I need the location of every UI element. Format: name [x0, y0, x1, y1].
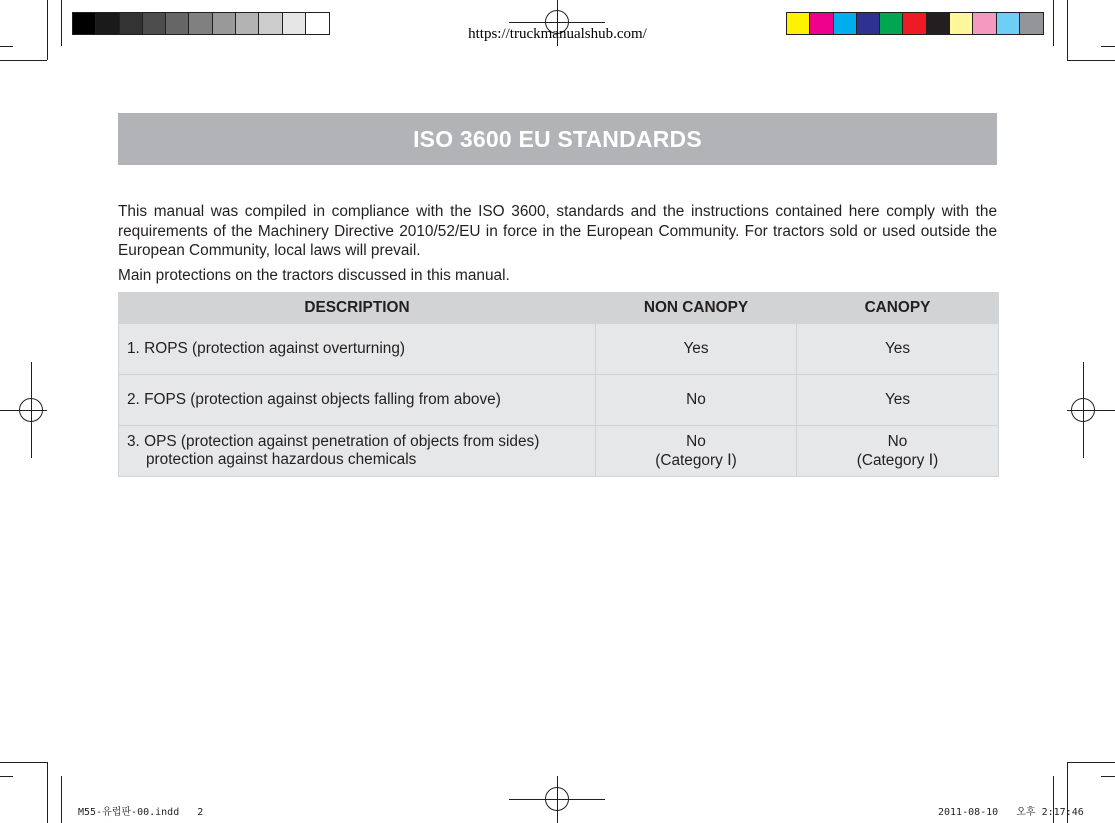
crop-mark [1067, 60, 1115, 61]
crop-mark [47, 762, 48, 823]
crop-mark [61, 776, 62, 823]
column-header-description: DESCRIPTION [119, 293, 596, 324]
column-header-non-canopy: NON CANOPY [596, 293, 797, 324]
protection-table [118, 292, 999, 477]
table-caption: Main protections on the tractors discussed in this manual. [118, 267, 510, 284]
intro-paragraph: This manual was compiled in compliance with the ISO 3600, standards and the instructions contained here comply with the requirements of the Machinery Directive 2010/52/EU in force in the European Community. For tractors sold or used outside the European Community, local laws will prevail. [118, 203, 997, 259]
row-non-canopy-value: No (Category Ⅰ) [596, 426, 797, 477]
table-row [119, 426, 999, 477]
crop-mark [0, 776, 13, 777]
crop-mark [0, 46, 13, 47]
row-description: 1. ROPS (protection against overturning) [119, 324, 596, 375]
row-canopy-value: Yes [797, 375, 999, 426]
source-url: https://truckmanualshub.com/ [468, 26, 647, 42]
crop-mark [1067, 762, 1115, 763]
table-header-row [119, 293, 999, 324]
row-description: 2. FOPS (protection against objects falling from above) [119, 375, 596, 426]
row-canopy-value: Yes [797, 324, 999, 375]
row-canopy-value: No (Category Ⅰ) [797, 426, 999, 477]
row-non-canopy-value: Yes [596, 324, 797, 375]
footer-file-info: M55-유럽판-00.indd 2 [78, 807, 204, 818]
row-description: 3. OPS (protection against penetration of objects from sides) protection against hazardous chemicals [119, 426, 596, 477]
page-title: ISO 3600 EU STANDARDS [118, 113, 997, 165]
crop-mark [0, 60, 47, 61]
crop-mark [0, 762, 47, 763]
column-header-canopy: CANOPY [797, 293, 999, 324]
table-row [119, 375, 999, 426]
row-non-canopy-value: No [596, 375, 797, 426]
crop-mark [1101, 776, 1115, 777]
table-row [119, 324, 999, 375]
crop-mark [1101, 46, 1115, 47]
footer-timestamp: 2011-08-10 오후 2:17:46 [938, 807, 1084, 818]
